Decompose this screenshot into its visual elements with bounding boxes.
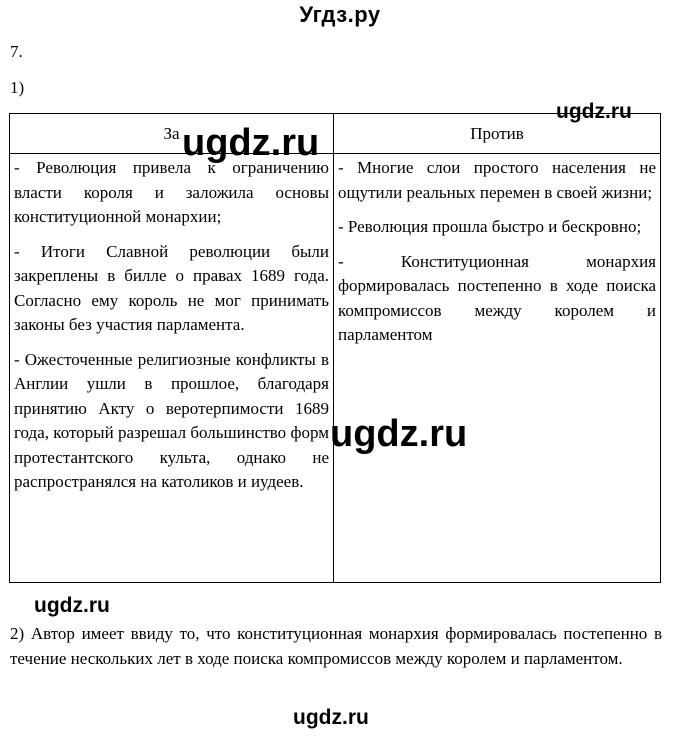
part1-label: 1)	[10, 78, 25, 97]
table-row	[10, 154, 661, 583]
against-item: - Многие слои простого населения не ощутили реальных перемен в своей жизни;	[338, 158, 656, 202]
answer-table	[9, 113, 661, 583]
watermark: ugdz.ru	[182, 122, 320, 164]
task-number: 7.	[10, 42, 23, 61]
against-cell	[334, 154, 661, 583]
header-against: Против	[334, 114, 661, 154]
for-item: - Ожесточенные религиозные конфликты в Англии ушли в прошлое, благодаря принятию Акту о веротерпимости 1689 года, который разрешал большинство форм протестантского культа, однако не распространялся на католиков и иудеев.	[14, 349, 329, 491]
watermark: ugdz.ru	[330, 413, 468, 455]
header-for: За	[10, 114, 334, 154]
watermark: ugdz.ru	[34, 594, 110, 617]
for-cell	[10, 154, 334, 583]
for-item: - Революция привела к ограничению власти короля и заложила основы конституционной монархии;	[14, 158, 329, 226]
site-title: Угдз.ру	[299, 2, 381, 27]
against-item: - Революция прошла быстро и бескровно;	[338, 217, 642, 236]
part2-answer: 2) Автор имеет ввиду то, что конституционная монархия формировалась постепенно в течение нескольких лет в ходе поиска компромиссов между королем и парламентом.	[10, 624, 662, 668]
watermark: ugdz.ru	[293, 706, 369, 729]
for-item: - Итоги Славной революции были закреплены в билле о правах 1689 года. Согласно ему король не мог принимать законы без участия парламента.	[14, 241, 329, 334]
watermark: ugdz.ru	[556, 100, 632, 123]
against-item: - Конституционная монархия формировалась постепенно в ходе поиска компромиссов между королем и парламентом	[338, 251, 656, 344]
